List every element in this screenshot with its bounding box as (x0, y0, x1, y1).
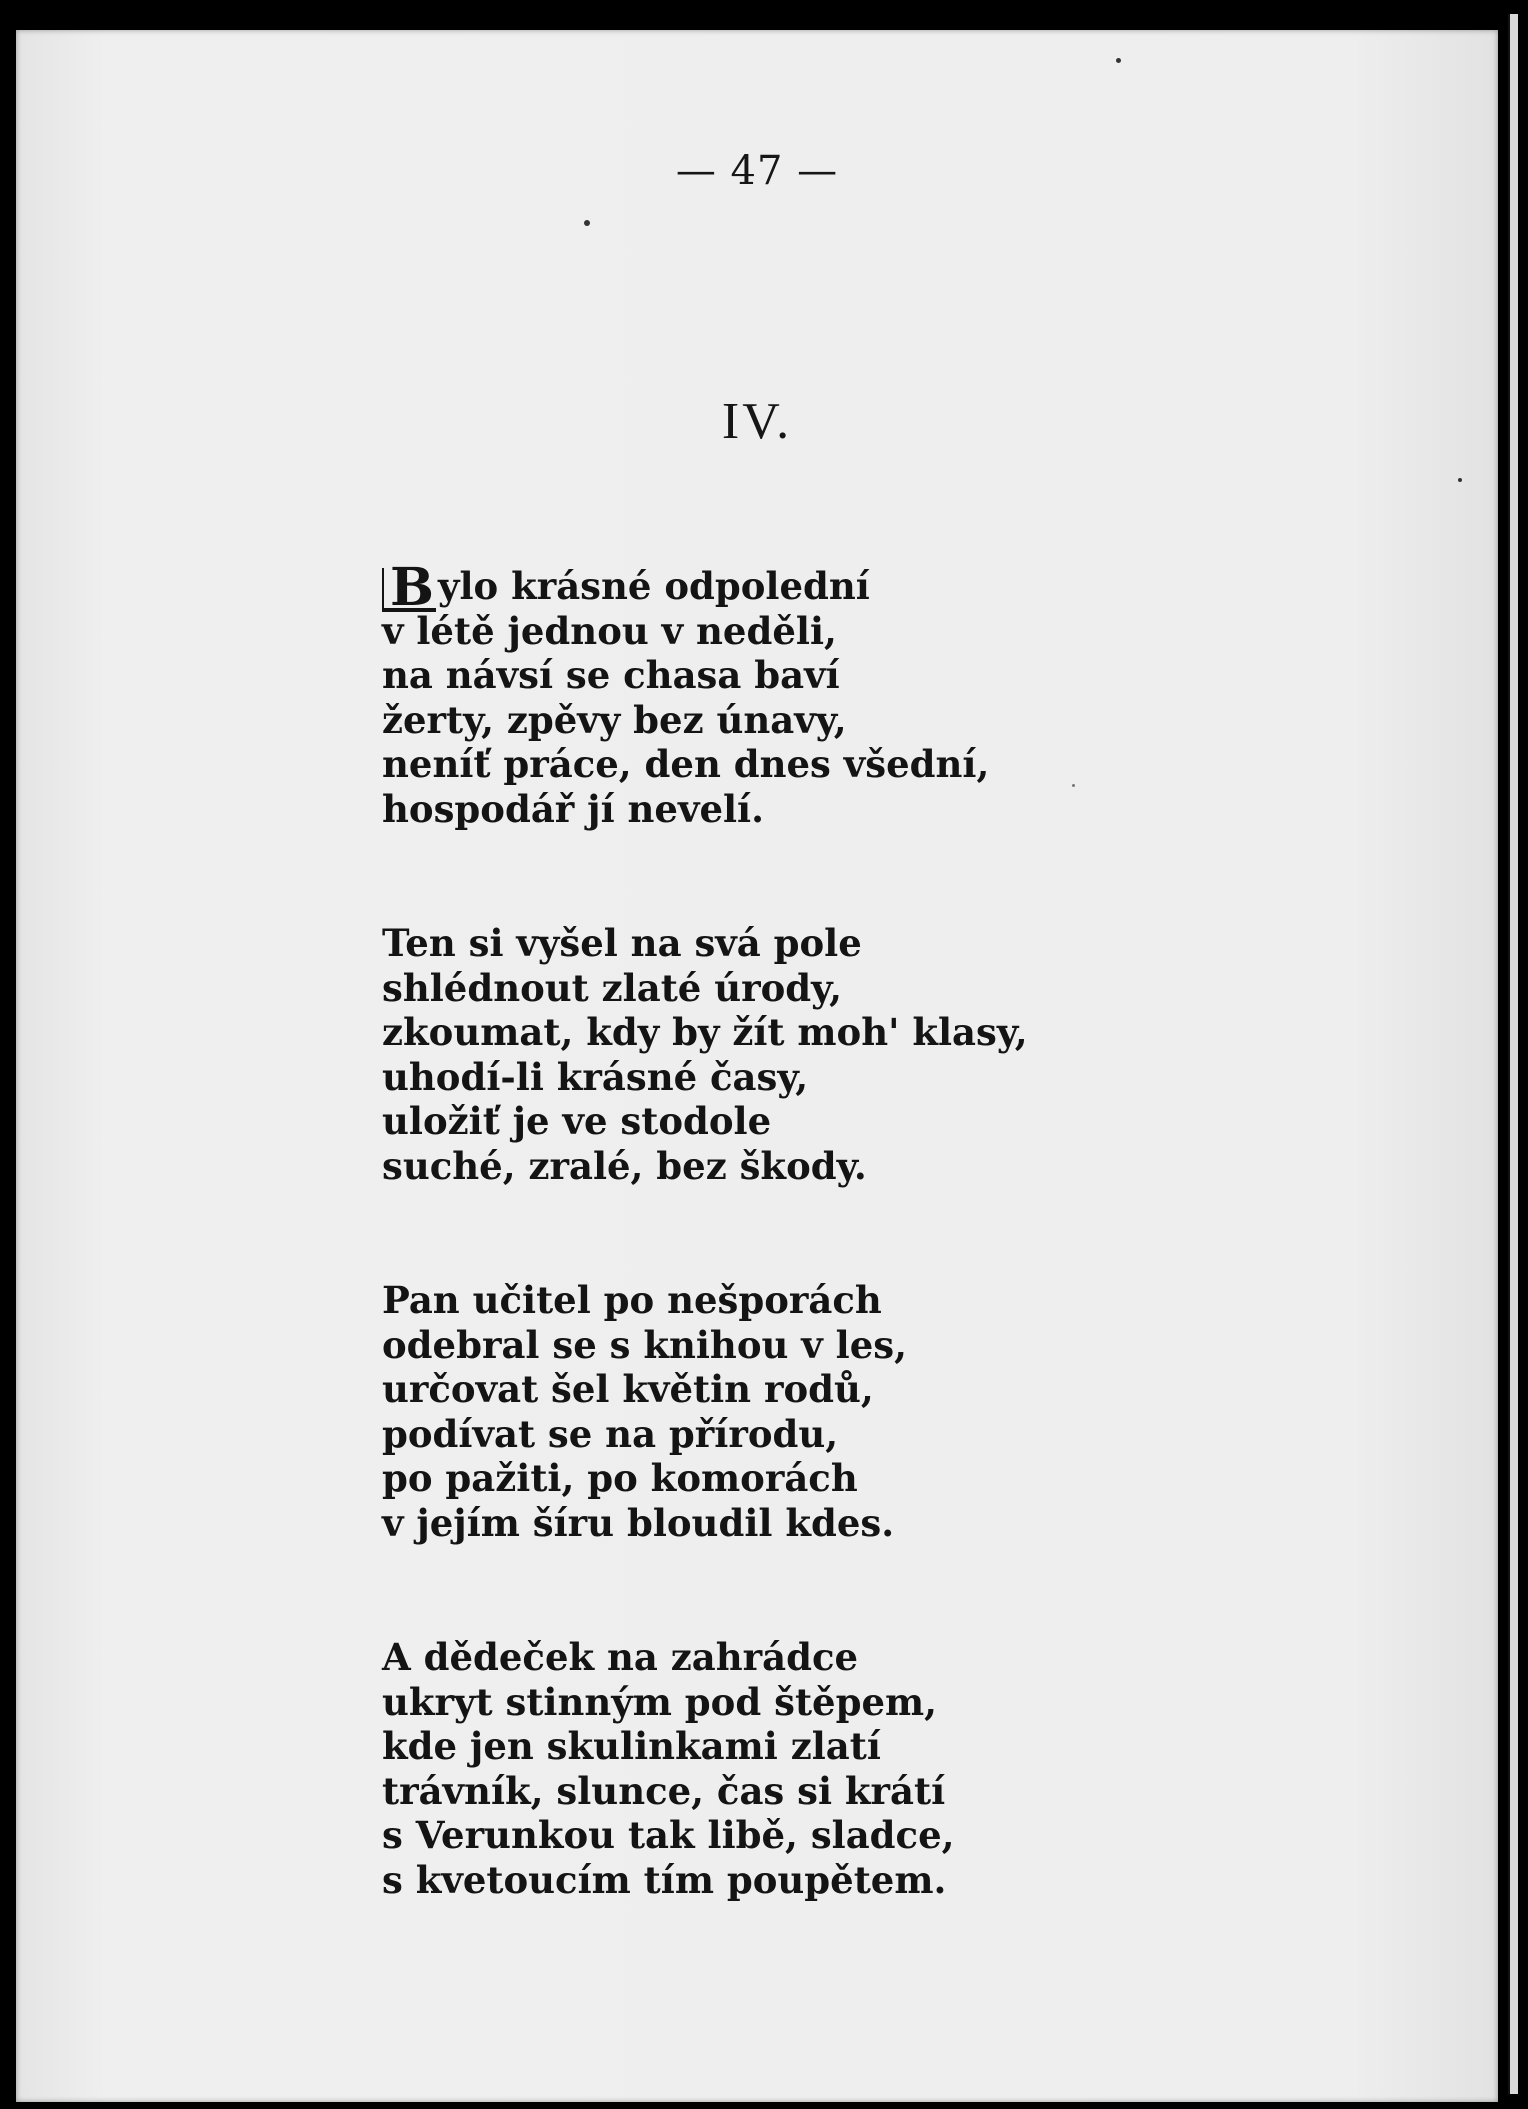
chapter-heading: IV. (721, 393, 793, 450)
poem-line: ukryt stinným pod štěpem, (382, 1679, 938, 1724)
poem-line: hospodář jí nevelí. (382, 786, 764, 831)
poem-line (382, 557, 1382, 618)
poem-line: kde jen skulinkami zlatí (382, 1724, 881, 1768)
poem-line: s kvetoucím tím poupětem. (382, 1857, 947, 1902)
poem-line: A dědeček na zahrádce (382, 1635, 859, 1679)
poem-line: uhodí-li krásné časy, (382, 1054, 809, 1099)
drop-cap: B (382, 568, 436, 612)
poem-line: na návsí se chasa baví (382, 653, 840, 697)
stanza-4 (382, 1635, 1382, 1902)
poem-line: v jejím šíru bloudil kdes. (382, 1500, 895, 1545)
paper-speck (1072, 784, 1075, 787)
poem-line: určovat šel květin rodů, (382, 1367, 874, 1411)
poem-line: žerty, zpěvy bez únavy, (382, 697, 847, 742)
page-number: — 47 — (675, 148, 839, 194)
poem-line: uložiť je ve stodole (382, 1099, 772, 1143)
poem-line: s Verunkou tak libě, sladce, (382, 1813, 955, 1857)
poem-line: neníť práce, den dnes všední, (382, 742, 990, 786)
poem-line: suché, zralé, bez škody. (382, 1143, 867, 1188)
paper-speck (1458, 478, 1462, 482)
poem-line: v létě jednou v neděli, (382, 608, 837, 653)
stanza-2 (382, 921, 1382, 1188)
page-edge (1508, 14, 1518, 2094)
stanza-3 (382, 1278, 1382, 1545)
book-page (16, 30, 1498, 2102)
paper-speck (584, 220, 590, 226)
poem-line: shlédnout zlaté úrody, (382, 965, 842, 1010)
poem-line: Ten si vyšel na svá pole (382, 921, 862, 965)
paper-speck (1116, 58, 1121, 63)
poem-line: zkoumat, kdy by žít moh' klasy, (382, 1010, 1028, 1054)
poem-line: po pažiti, po komorách (382, 1456, 858, 1500)
poem-line: podívat se na přírodu, (382, 1411, 839, 1456)
poem-line: odebral se s knihou v les, (382, 1322, 907, 1367)
poem (382, 557, 1382, 1992)
first-line-text: ylo krásné odpolední (437, 564, 870, 608)
poem-line: Pan učitel po nešporách (382, 1278, 882, 1322)
stanza-1 (382, 557, 1382, 831)
poem-line: trávník, slunce, čas si krátí (382, 1768, 946, 1813)
